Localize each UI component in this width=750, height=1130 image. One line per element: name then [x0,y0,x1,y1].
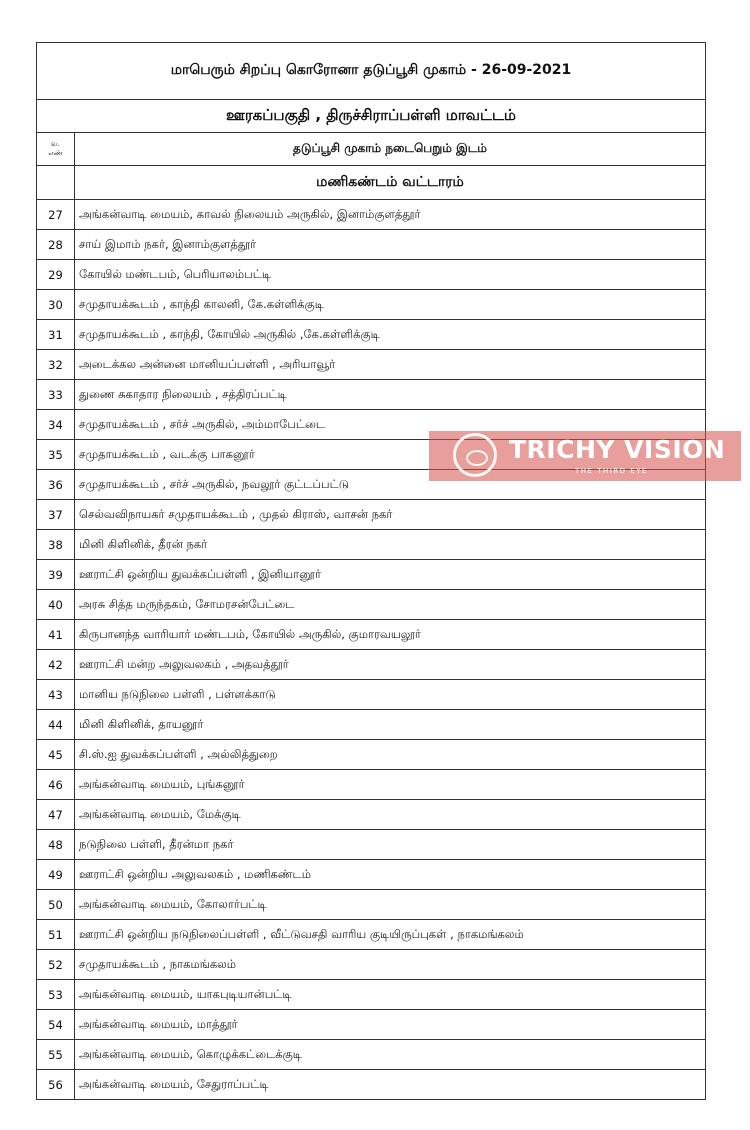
sheet-title: மாபெரும் சிறப்பு கொரோனா தடுப்பூசி முகாம் - 26-09-2021 [37,43,706,100]
camp-table [36,42,706,1100]
table-row [37,620,706,650]
table-row [37,350,706,380]
table-row [37,710,706,740]
serial-number: 37 [37,500,75,530]
camp-location: ஊராட்சி மன்ற அலுவலகம் , அதவத்தூர் [75,650,706,680]
camp-location: ஊராட்சி ஒன்றிய துவக்கப்பள்ளி , இனியானூர் [75,560,706,590]
camp-location: அங்கன்வாடி மையம், மாத்தூர் [75,1010,706,1040]
camp-location: அங்கன்வாடி மையம், புங்கனூர் [75,770,706,800]
serial-number: 52 [37,950,75,980]
serial-no-header-line1: வ. [51,140,60,148]
serial-number: 47 [37,800,75,830]
serial-number: 55 [37,1040,75,1070]
serial-number: 28 [37,230,75,260]
camp-location: அங்கன்வாடி மையம், காவல் நிலையம் அருகில், இனாம்குளத்தூர் [75,200,706,230]
camp-location: கிருபானந்த வாரியார் மண்டபம், கோயில் அருகில், குமாரவயலூர் [75,620,706,650]
camp-location: ஊராட்சி ஒன்றிய நடுநிலைப்பள்ளி , வீட்டுவசதி வாரிய குடியிருப்புகள் , நாகமங்கலம் [75,920,706,950]
camp-location: ஊராட்சி ஒன்றிய அலுவலகம் , மணிகண்டம் [75,860,706,890]
table-row [37,1070,706,1100]
serial-no-header-line2: எண் [48,149,63,157]
eye-logo-icon [453,433,497,477]
serial-number: 48 [37,830,75,860]
table-row [37,770,706,800]
camp-location: சமுதாயக்கூடம் , வடக்கு பாகனூர் [75,440,706,470]
camp-location: சமுதாயக்கூடம் , காந்தி, கோயில் அருகில் ,கே.கள்ளிக்குடி [75,320,706,350]
serial-number: 29 [37,260,75,290]
table-row [37,260,706,290]
table-row [37,290,706,320]
block-row [37,166,706,200]
serial-number: 30 [37,290,75,320]
table-row [37,590,706,620]
table-row [37,1040,706,1070]
camp-location: அரசு சித்த மருந்தகம், சோமரசன்பேட்டை [75,590,706,620]
table-row [37,320,706,350]
table-row [37,650,706,680]
serial-number: 50 [37,890,75,920]
table-row [37,230,706,260]
serial-number: 35 [37,440,75,470]
camp-location: அங்கன்வாடி மையம், சேதுராப்பட்டி [75,1070,706,1100]
serial-number: 31 [37,320,75,350]
camp-location: கோயில் மண்டபம், பெரியாலம்பட்டி [75,260,706,290]
serial-number: 51 [37,920,75,950]
serial-number: 38 [37,530,75,560]
camp-location: மானிய நடுநிலை பள்ளி , பள்ளக்காடு [75,680,706,710]
table-row [37,200,706,230]
serial-number: 49 [37,860,75,890]
subtitle-row [37,100,706,133]
table-row [37,860,706,890]
camp-location: அங்கன்வாடி மையம், கொழுக்கட்டைக்குடி [75,1040,706,1070]
district-subtitle: ஊரகப்பகுதி , திருச்சிராப்பள்ளி மாவட்டம் [37,100,706,133]
table-row [37,980,706,1010]
serial-number: 56 [37,1070,75,1100]
serial-number: 54 [37,1010,75,1040]
table-row [37,1010,706,1040]
column-header-row [37,133,706,166]
camp-location: துணை சுகாதார நிலையம் , சத்திரப்பட்டி [75,380,706,410]
watermark-tagline: THE THIRD EYE [575,467,648,475]
table-row [37,560,706,590]
serial-number: 45 [37,740,75,770]
camp-location: அங்கன்வாடி மையம், கோலார்பட்டி [75,890,706,920]
serial-no-header [37,133,75,166]
camp-location: சாய் இமாம் நகர், இனாம்குளத்தூர் [75,230,706,260]
table-row [37,800,706,830]
camp-location: அடைக்கல அன்னை மானியப்பள்ளி , அரியாவூர் [75,350,706,380]
table-row [37,950,706,980]
serial-number: 32 [37,350,75,380]
table-row [37,680,706,710]
camp-location: நடுநிலை பள்ளி, தீரன்மா நகர் [75,830,706,860]
table-row [37,830,706,860]
camp-location: மினி கிளினிக், தாயனூர் [75,710,706,740]
serial-number: 44 [37,710,75,740]
table-row [37,920,706,950]
block-empty-cell [37,166,75,200]
camp-location: சமுதாயக்கூடம் , சர்ச் அருகில், நவலூர் குட்டப்பட்டு [75,470,706,500]
camp-location: செல்வவிநாயகர் சமுதாயக்கூடம் , முதல் கிராஸ், வாசன் நகர் [75,500,706,530]
title-row [37,43,706,100]
serial-number: 46 [37,770,75,800]
serial-number: 33 [37,380,75,410]
place-header: தடுப்பூசி முகாம் நடைபெறும் இடம் [75,133,706,166]
table-row [37,380,706,410]
serial-number: 39 [37,560,75,590]
camp-location: அங்கன்வாடி மையம், மேக்குடி [75,800,706,830]
serial-number: 36 [37,470,75,500]
trichy-vision-watermark [429,431,741,481]
serial-number: 40 [37,590,75,620]
serial-number: 53 [37,980,75,1010]
serial-number: 43 [37,680,75,710]
camp-location: சமுதாயக்கூடம் , காந்தி காலனி, கே.கள்ளிக்குடி [75,290,706,320]
camp-location: சமுதாயக்கூடம் , சர்ச் அருகில், அம்மாபேட்டை [75,410,706,440]
watermark-name: TRICHY VISION [509,435,726,464]
table-row [37,530,706,560]
camp-location: சமுதாயக்கூடம் , நாகமங்கலம் [75,950,706,980]
vaccination-camp-sheet [36,42,726,1100]
table-row [37,500,706,530]
table-row [37,890,706,920]
serial-number: 42 [37,650,75,680]
serial-number: 41 [37,620,75,650]
camp-location: சி.ஸ்.ஐ துவக்கப்பள்ளி , அல்லித்துறை [75,740,706,770]
camp-location: அங்கன்வாடி மையம், யாகபுடியான்பட்டி [75,980,706,1010]
block-name: மணிகண்டம் வட்டாரம் [75,166,706,200]
serial-number: 34 [37,410,75,440]
table-row [37,740,706,770]
camp-location: மினி கிளினிக், தீரன் நகர் [75,530,706,560]
serial-number: 27 [37,200,75,230]
